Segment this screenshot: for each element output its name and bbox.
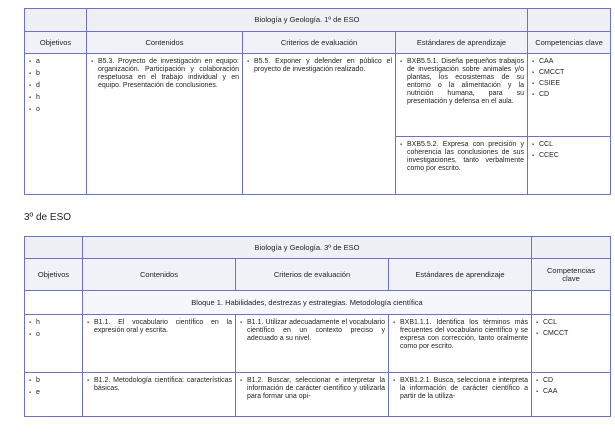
column-header-contenidos: Contenidos [87,32,243,54]
competencia-item: ▪ CMCCT [536,330,607,338]
contenidos-cell [87,54,243,195]
table-title: Biología y Geología. 1º de ESO [87,9,528,32]
column-header-contenidos: Contenidos [83,259,236,291]
block-blank-cell [532,291,611,315]
section-heading: 3º de ESO [24,212,72,223]
column-header-objetivos: Objetivos [25,32,87,54]
estandares-cell [389,373,532,417]
competencias-header-line1: Competencias [547,265,595,275]
objetivo-item: ▪ b [29,377,79,385]
competencia-item: ▪ CCEC [532,152,607,160]
estandares-cell [396,54,528,137]
estandar-text: ▪ BXB5.5.2. Expresa con precisión y coherencia las conclusiones de sus investigaciones, tanto verbalmente como por escrito. [400,141,524,173]
estandar-text: ▪ BXB1.2.1. Busca, selecciona e interpreta la información de carácter científico a partir de la utiliza- [393,377,528,401]
competencia-item: ▪ CMCCT [532,69,607,77]
objetivo-item: ▪ o [29,331,79,339]
column-header-criterios: Criterios de evaluación [236,259,389,291]
competencia-item: ▪ CD [532,91,607,99]
block-blank-cell [25,291,83,315]
estandares-cell [389,315,532,373]
competencia-item: ▪ CCL [532,141,607,149]
column-header-competencias: Competencias clave [528,32,611,54]
curriculum-table-1eso [24,8,611,195]
contenidos-cell [83,315,236,373]
objetivo-item: ▪ e [29,389,79,397]
criterio-text: ▪ B1.2. Buscar, seleccionar e interpretar la información de carácter científico y utilizarla para formar una opi- [240,377,385,401]
competencias-cell [528,137,611,195]
competencias-cell [532,373,611,417]
header-blank-cell [25,237,83,259]
objetivo-item: ▪ h [29,94,83,102]
objetivos-cell [25,54,87,195]
competencia-item: ▪ CAA [536,388,607,396]
objetivos-cell [25,315,83,373]
block-heading: Bloque 1. Habilidades, destrezas y estrategias. Metodología científica [83,291,532,315]
competencia-item: ▪ CAA [532,58,607,66]
contenido-text: ▪ B5.3. Proyecto de investigación en equipo: organización. Participación y colaboración respetuosa en el trabajo individual y en equipo. Presentación de conclusiones. [91,58,239,90]
objetivo-item: ▪ a [29,58,83,66]
criterios-cell [236,315,389,373]
objetivo-item: ▪ d [29,82,83,90]
competencia-item: ▪ CCL [536,319,607,327]
header-blank-cell [25,9,87,32]
criterio-text: ▪ B1.1. Utilizar adecuadamente el vocabulario científico en un contexto preciso y adecuado a su nivel. [240,319,385,343]
competencia-item: ▪ CSIEE [532,80,607,88]
objetivo-item: ▪ o [29,106,83,114]
objetivos-cell [25,373,83,417]
contenido-text: ▪ B1.2. Metodología científica: características básicas. [87,377,232,393]
column-header-estandares: Estándares de aprendizaje [389,259,532,291]
curriculum-table-3eso [24,236,611,417]
criterios-cell [236,373,389,417]
table-title: Biología y Geología. 3º de ESO [83,237,532,259]
header-blank-cell [532,237,611,259]
contenidos-cell [83,373,236,417]
estandares-cell [396,137,528,195]
estandar-text: ▪ BXB5.5.1. Diseña pequeños trabajos de investigación sobre animales y/o plantas, los ecosistemas de su entorno o la alimentación y la nutrición humana, para su presentación y defensa en el aula. [400,58,524,106]
competencia-item: ▪ CD [536,377,607,385]
criterio-text: ▪ B5.5. Exponer y defender en público el proyecto de investigación realizado. [247,58,392,74]
competencias-cell [532,315,611,373]
contenido-text: ▪ B1.1. El vocabulario científico en la expresión oral y escrita. [87,319,232,335]
column-header-competencias [532,259,611,291]
competencias-header-line2: clave [562,273,580,283]
column-header-criterios: Criterios de evaluación [243,32,396,54]
competencias-cell [528,54,611,137]
criterios-cell [243,54,396,195]
estandar-text: ▪ BXB1.1.1. Identifica los términos más frecuentes del vocabulario científico y se expresa con corrección, tanto oralmente como por escrito. [393,319,528,351]
objetivo-item: ▪ h [29,319,79,327]
objetivo-item: ▪ b [29,70,83,78]
column-header-objetivos: Objetivos [25,259,83,291]
column-header-estandares: Estándares de aprendizaje [396,32,528,54]
header-blank-cell [528,9,611,32]
